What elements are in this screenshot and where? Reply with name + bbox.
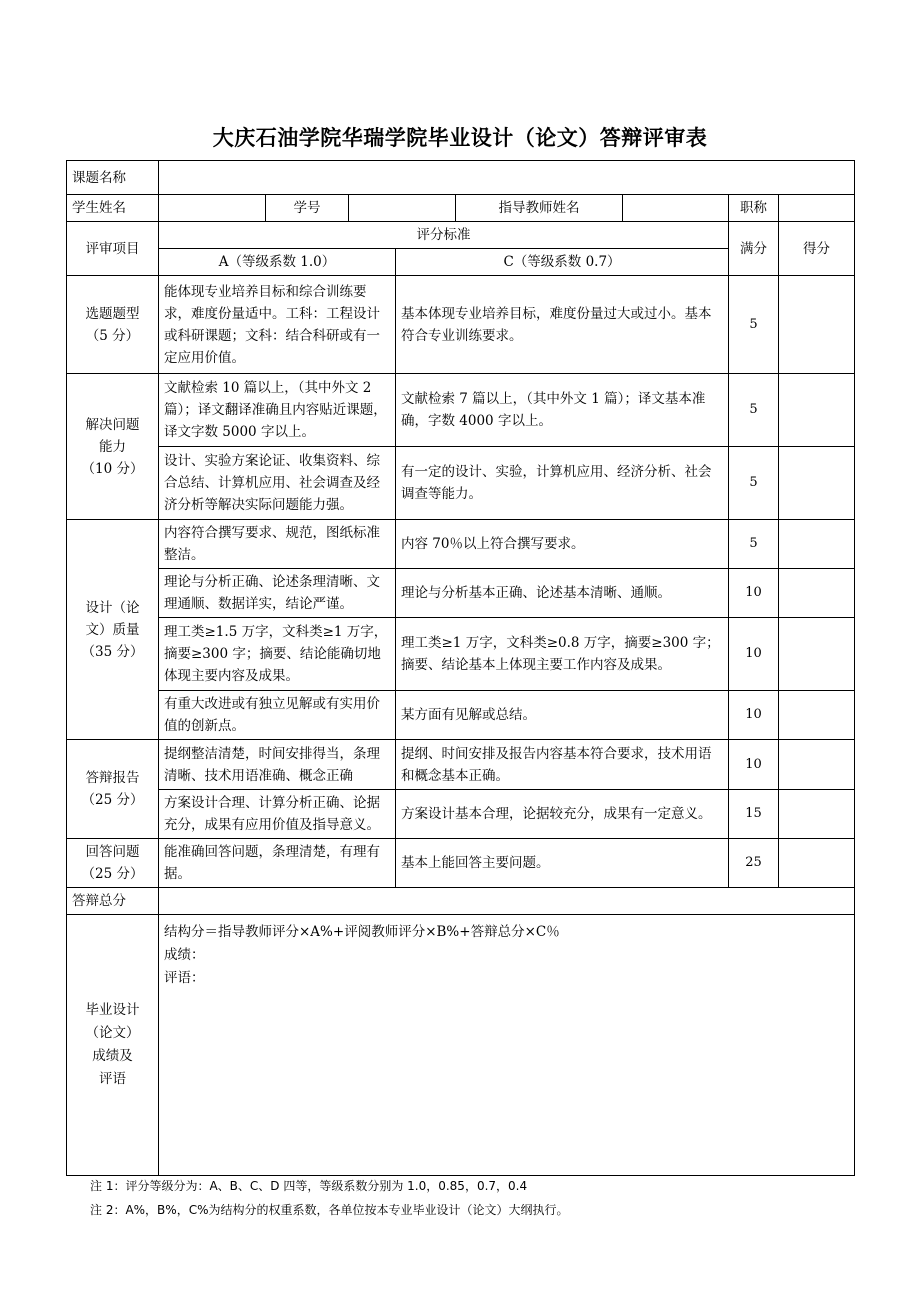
category-topic: 选题题型 （5 分） [67,276,159,374]
topic-row [67,161,855,195]
total-score-field[interactable] [159,888,855,915]
score-header: 得分 [779,222,855,276]
criteria-row [67,790,855,839]
total-score-label: 答辩总分 [67,888,159,915]
criterion-c: 理工类≥1 万字，文科类≥0.8 万字，摘要≥300 字；摘要、结论基本上体现主要工作内容及成果。 [396,618,729,691]
criterion-c: 方案设计基本合理，论据较充分，成果有一定意义。 [396,790,729,839]
final-grade-field[interactable] [159,915,855,1176]
criteria-row [67,569,855,618]
note-1: 注 1：评分等级分为：A、B、C、D 四等，等级系数分别为 1.0，0.85，0.7，0.4 [90,1179,528,1193]
advisor-name-field[interactable] [623,195,729,222]
review-form-table [66,160,855,1176]
score-field[interactable] [779,276,855,374]
full-score: 25 [729,839,779,888]
score-field[interactable] [779,618,855,691]
criterion-a: 能体现专业培养目标和综合训练要求，难度份量适中。工科：工程设计或科研课题；文科：结合科研或有一定应用价值。 [159,276,396,374]
final-row [67,915,855,1176]
criterion-a: 设计、实验方案论证、收集资料、综合总结、计算机应用、社会调查及经济分析等解决实际问题能力强。 [159,447,396,520]
full-score: 5 [729,520,779,569]
student-name-label: 学生姓名 [67,195,159,222]
full-score-header: 满分 [729,222,779,276]
criterion-a: 能准确回答问题，条理清楚，有理有据。 [159,839,396,888]
job-title-label: 职称 [729,195,779,222]
criteria-row [67,276,855,374]
topic-label: 课题名称 [67,161,159,195]
full-score: 10 [729,691,779,740]
criterion-a: 理论与分析正确、论述条理清晰、文理通顺、数据详实，结论严谨。 [159,569,396,618]
score-field[interactable] [779,374,855,447]
score-field[interactable] [779,447,855,520]
total-row [67,888,855,915]
criteria-row [67,839,855,888]
score-field[interactable] [779,790,855,839]
full-score: 5 [729,447,779,520]
criterion-c: 基本体现专业培养目标，难度份量过大或过小。基本符合专业训练要求。 [396,276,729,374]
criterion-a: 提纲整洁清楚，时间安排得当，条理清晰、技术用语准确、概念正确 [159,740,396,790]
full-score: 10 [729,740,779,790]
review-item-header: 评审项目 [67,222,159,276]
score-field[interactable] [779,691,855,740]
notes [90,1174,568,1222]
criterion-a: 有重大改进或有独立见解或有实用价值的创新点。 [159,691,396,740]
full-score: 15 [729,790,779,839]
student-id-label: 学号 [266,195,349,222]
full-score: 5 [729,374,779,447]
category-problem-solving: 解决问题 能力 （10 分） [67,374,159,520]
criterion-a: 方案设计合理、计算分析正确、论据充分，成果有应用价值及指导意义。 [159,790,396,839]
comment-label: 评语： [164,970,205,986]
score-field[interactable] [779,839,855,888]
score-field[interactable] [779,569,855,618]
criterion-a: 文献检索 10 篇以上，（其中外文 2 篇）；译文翻译准确且内容贴近课题，译文字数 5000 字以上。 [159,374,396,447]
criterion-a: 理工类≥1.5 万字，文科类≥1 万字，摘要≥300 字；摘要、结论能确切地体现主要内容及成果。 [159,618,396,691]
criterion-c: 某方面有见解或总结。 [396,691,729,740]
student-row [67,195,855,222]
column-header-row [67,222,855,249]
full-score: 10 [729,618,779,691]
criterion-a: 内容符合撰写要求、规范，图纸标准整洁。 [159,520,396,569]
form-title: 大庆石油学院华瑞学院毕业设计（论文）答辩评审表 [212,126,708,150]
criteria-row [67,691,855,740]
advisor-name-label: 指导教师姓名 [456,195,623,222]
student-id-field[interactable] [349,195,456,222]
final-grade-label: 毕业设计 （论文） 成绩及 评语 [67,915,159,1176]
criterion-c: 基本上能回答主要问题。 [396,839,729,888]
score-field[interactable] [779,740,855,790]
criteria-row [67,374,855,447]
criterion-c: 内容 70％以上符合撰写要求。 [396,520,729,569]
note-2: 注 2：A%，B%，C%为结构分的权重系数，各单位按本专业毕业设计（论文）大纲执行。 [90,1203,569,1217]
student-name-field[interactable] [159,195,266,222]
formula-text: 结构分＝指导教师评分×A%+评阅教师评分×B%+答辩总分×C％ [164,924,560,940]
grade-a-header: A（等级系数 1.0） [159,249,396,276]
criteria-row [67,740,855,790]
criteria-row [67,618,855,691]
criteria-row [67,520,855,569]
criterion-c: 提纲、时间安排及报告内容基本符合要求，技术用语和概念基本正确。 [396,740,729,790]
criterion-c: 理论与分析基本正确、论述基本清晰、通顺。 [396,569,729,618]
full-score: 5 [729,276,779,374]
job-title-field[interactable] [779,195,855,222]
category-defense-report: 答辩报告 （25 分） [67,740,159,839]
category-answering: 回答问题 （25 分） [67,839,159,888]
grade-label: 成绩： [164,947,205,963]
topic-field[interactable] [159,161,855,195]
full-score: 10 [729,569,779,618]
grade-c-header: C（等级系数 0.7） [396,249,729,276]
criteria-row [67,447,855,520]
criterion-c: 文献检索 7 篇以上，（其中外文 1 篇）；译文基本准确，字数 4000 字以上。 [396,374,729,447]
criterion-c: 有一定的设计、实验，计算机应用、经济分析、社会调查等能力。 [396,447,729,520]
category-quality: 设计（论 文）质量 （35 分） [67,520,159,740]
score-field[interactable] [779,520,855,569]
standard-header: 评分标准 [159,222,729,249]
